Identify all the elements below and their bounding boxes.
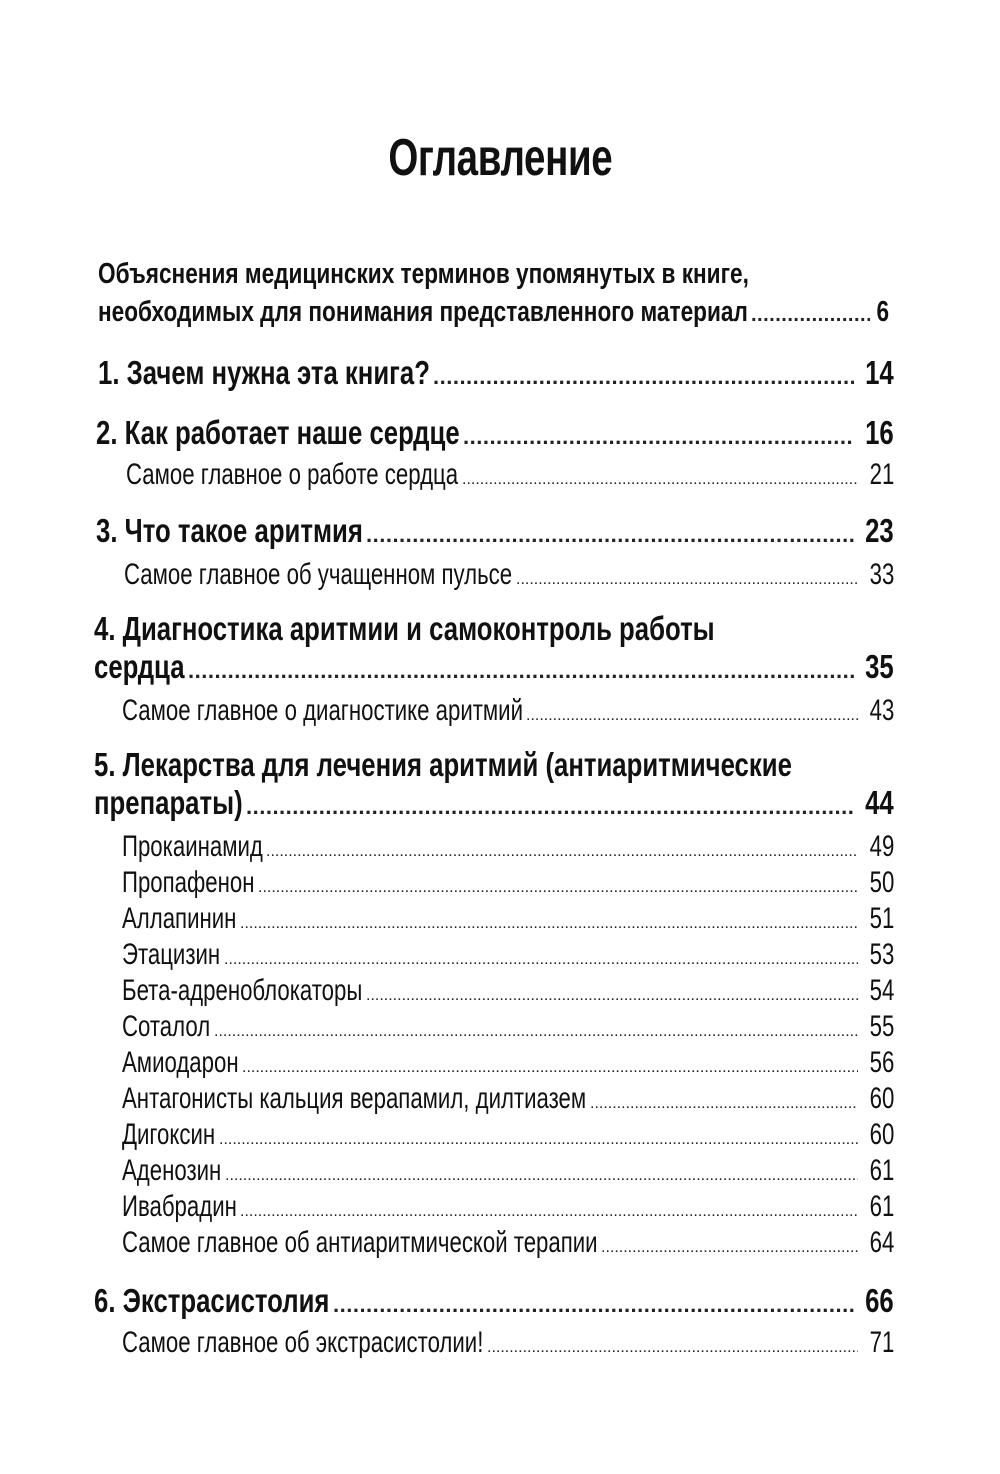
toc-page-number: 51 <box>869 902 895 935</box>
toc-chapter-4[interactable] <box>94 648 894 690</box>
toc-page-number: 64 <box>869 1226 895 1259</box>
toc-page-number: 21 <box>869 458 895 491</box>
toc-page-number: 23 <box>865 512 894 549</box>
leader-dots <box>224 943 858 977</box>
leader-dots <box>601 1231 858 1265</box>
toc-subitem[interactable] <box>122 1190 895 1229</box>
toc-subitem[interactable] <box>122 1046 895 1085</box>
toc-subitem[interactable] <box>122 866 895 905</box>
toc-page-number: 53 <box>869 938 895 971</box>
toc-chapter-label: препараты) <box>94 784 243 821</box>
toc-page-number: 66 <box>865 1282 894 1319</box>
toc-page-number: 50 <box>869 866 895 899</box>
leader-dots <box>242 1051 858 1085</box>
page-title: Оглавление <box>388 129 612 187</box>
toc-page-number: 60 <box>869 1082 895 1115</box>
leader-dots <box>246 788 854 826</box>
toc-page-number: 61 <box>869 1190 895 1223</box>
toc-subitem[interactable] <box>122 1118 895 1157</box>
leader-dots <box>266 835 858 869</box>
toc-chapter-5[interactable] <box>94 784 894 826</box>
toc-subitem-label: Прокаинамид <box>122 830 263 863</box>
leader-dots <box>366 979 858 1013</box>
toc-subitem-label: Амиодарон <box>122 1046 239 1079</box>
toc-page-number: 60 <box>869 1118 895 1151</box>
leader-dots <box>219 1123 858 1157</box>
toc-subitem-label: Ивабрадин <box>122 1190 237 1223</box>
toc-subitem[interactable] <box>122 694 895 733</box>
toc-subitem-label: Соталол <box>122 1010 211 1043</box>
toc-chapter-3[interactable] <box>96 512 894 554</box>
toc-subitem[interactable] <box>122 1010 895 1049</box>
toc-chapter-6[interactable] <box>94 1282 894 1324</box>
leader-dots <box>487 1331 858 1365</box>
toc-chapter-label: 3. Что такое аритмия <box>96 512 363 549</box>
toc-page-number: 43 <box>869 694 895 727</box>
toc-subitem-label: Этацизин <box>122 938 221 971</box>
toc-chapter-4-line1[interactable]: 4. Диагностика аритмии и самоконтроль работы <box>94 610 715 647</box>
toc-subitem[interactable] <box>122 830 895 869</box>
toc-subitem-label: Самое главное об антиаритмической терапии <box>122 1226 598 1259</box>
leader-dots <box>240 1195 858 1229</box>
toc-subitem[interactable] <box>122 1226 895 1265</box>
toc-page-number: 55 <box>869 1010 895 1043</box>
toc-intro-label: необходимых для понимания представленного материал <box>98 296 748 328</box>
toc-subitem[interactable] <box>122 1326 895 1365</box>
leader-dots <box>240 907 858 941</box>
toc-page-number: 33 <box>869 558 895 591</box>
leader-dots <box>214 1015 858 1049</box>
toc-subitem-label: Дигоксин <box>122 1118 216 1151</box>
toc-subitem-label: Антагонисты кальция верапамил, дилтиазем <box>122 1082 587 1115</box>
toc-intro-line1[interactable]: Объяснения медицинских терминов упомянутых в книге, <box>98 258 749 290</box>
toc-subitem-label: Аденозин <box>122 1154 222 1187</box>
toc-subitem[interactable] <box>122 1154 895 1193</box>
leader-dots <box>188 652 854 690</box>
toc-intro-entry[interactable] <box>98 294 890 333</box>
toc-page-number: 44 <box>865 784 894 821</box>
toc-page-number: 35 <box>865 648 894 685</box>
toc-chapter-label: 2. Как работает наше сердце <box>96 414 460 451</box>
toc-chapter-label: 1. Зачем нужна эта книга? <box>98 354 430 391</box>
leader-dots <box>751 297 870 333</box>
leader-dots <box>590 1087 858 1121</box>
toc-subitem[interactable] <box>122 1082 895 1121</box>
toc-subitem-label: Самое главное о работе сердца <box>126 458 459 491</box>
leader-dots <box>433 358 854 396</box>
toc-page-number: 49 <box>869 830 895 863</box>
toc-chapter-1[interactable] <box>98 354 894 396</box>
toc-page-number: 6 <box>876 296 890 328</box>
leader-dots <box>333 1286 854 1324</box>
toc-subitem-label: Аллапинин <box>122 902 237 935</box>
toc-subitem[interactable] <box>122 902 895 941</box>
toc-chapter-label: сердца <box>94 648 185 685</box>
toc-chapter-label: 6. Экстрасистолия <box>94 1282 330 1319</box>
leader-dots <box>516 563 858 597</box>
toc-subitem[interactable] <box>124 558 895 597</box>
leader-dots <box>463 418 854 456</box>
toc-page-number: 71 <box>869 1326 895 1359</box>
leader-dots <box>526 699 858 733</box>
leader-dots <box>258 871 858 905</box>
toc-page-number: 14 <box>865 354 894 391</box>
toc-page-number: 61 <box>869 1154 895 1187</box>
toc-subitem-label: Самое главное об экстрасистолии! <box>122 1326 484 1359</box>
leader-dots <box>225 1159 858 1193</box>
toc-subitem-label: Бета-адреноблокаторы <box>122 974 363 1007</box>
toc-page-number: 54 <box>869 974 895 1007</box>
leader-dots <box>462 463 858 497</box>
toc-page-number: 16 <box>865 414 894 451</box>
toc-chapter-2[interactable] <box>96 414 894 456</box>
toc-subitem-label: Пропафенон <box>122 866 255 899</box>
toc-subitem-label: Самое главное об учащенном пульсе <box>124 558 513 591</box>
toc-subitem-label: Самое главное о диагностике аритмий <box>122 694 523 727</box>
toc-page-number: 56 <box>869 1046 895 1079</box>
leader-dots <box>366 516 854 554</box>
toc-subitem[interactable] <box>122 974 895 1013</box>
toc-subitem[interactable] <box>122 938 895 977</box>
toc-chapter-5-line1[interactable]: 5. Лекарства для лечения аритмий (антиаритмические <box>94 746 792 783</box>
toc-subitem[interactable] <box>126 458 895 497</box>
